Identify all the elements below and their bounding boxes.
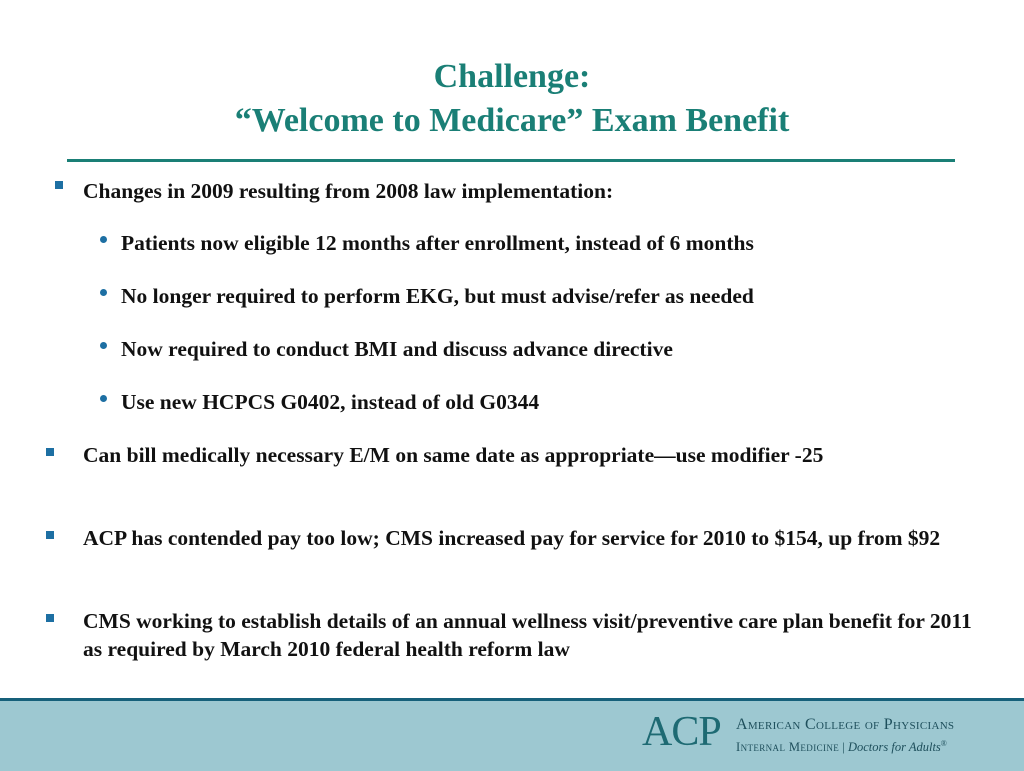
slide-title [0,55,1024,143]
slide-title-line-1: Challenge: [433,58,591,95]
bullet-item: CMS working to establish details of an annual wellness visit/preventive care plan benefit for 2011 as required by March 2010 federal health reform law [83,609,972,661]
organization-name: American College of Physicians [736,716,955,733]
slide-title-line-2: “Welcome to Medicare” Exam Benefit [234,102,790,139]
sub-bullet-item: Patients now eligible 12 months after enrollment, instead of 6 months [121,231,754,255]
tagline-internal-medicine: Internal Medicine [736,740,840,755]
dot-bullet-icon [100,236,107,243]
dot-bullet-icon [100,289,107,296]
bullet-item: Can bill medically necessary E/M on same date as appropriate—use modifier -25 [83,443,824,467]
registered-mark: ® [940,739,947,748]
dot-bullet-icon [100,395,107,402]
tagline-doctors-for-adults: Doctors for Adults [847,740,941,755]
square-bullet-icon [46,531,54,539]
title-divider [67,159,955,162]
bullet-item: Changes in 2009 resulting from 2008 law implementation: [83,179,614,203]
square-bullet-icon [46,614,54,622]
sub-bullet-item: Use new HCPCS G0402, instead of old G0344 [121,390,540,414]
acp-logo: ACP [642,709,721,755]
dot-bullet-icon [100,342,107,349]
sub-bullet-item: No longer required to perform EKG, but must advise/refer as needed [121,284,754,308]
sub-bullet-item: Now required to conduct BMI and discuss advance directive [121,337,673,361]
tagline-separator: | [842,740,845,755]
square-bullet-icon [46,448,54,456]
organization-tagline [736,736,947,755]
bullet-item: ACP has contended pay too low; CMS increased pay for service for 2010 to $154, up from $92 [83,526,941,550]
square-bullet-icon [55,181,63,189]
